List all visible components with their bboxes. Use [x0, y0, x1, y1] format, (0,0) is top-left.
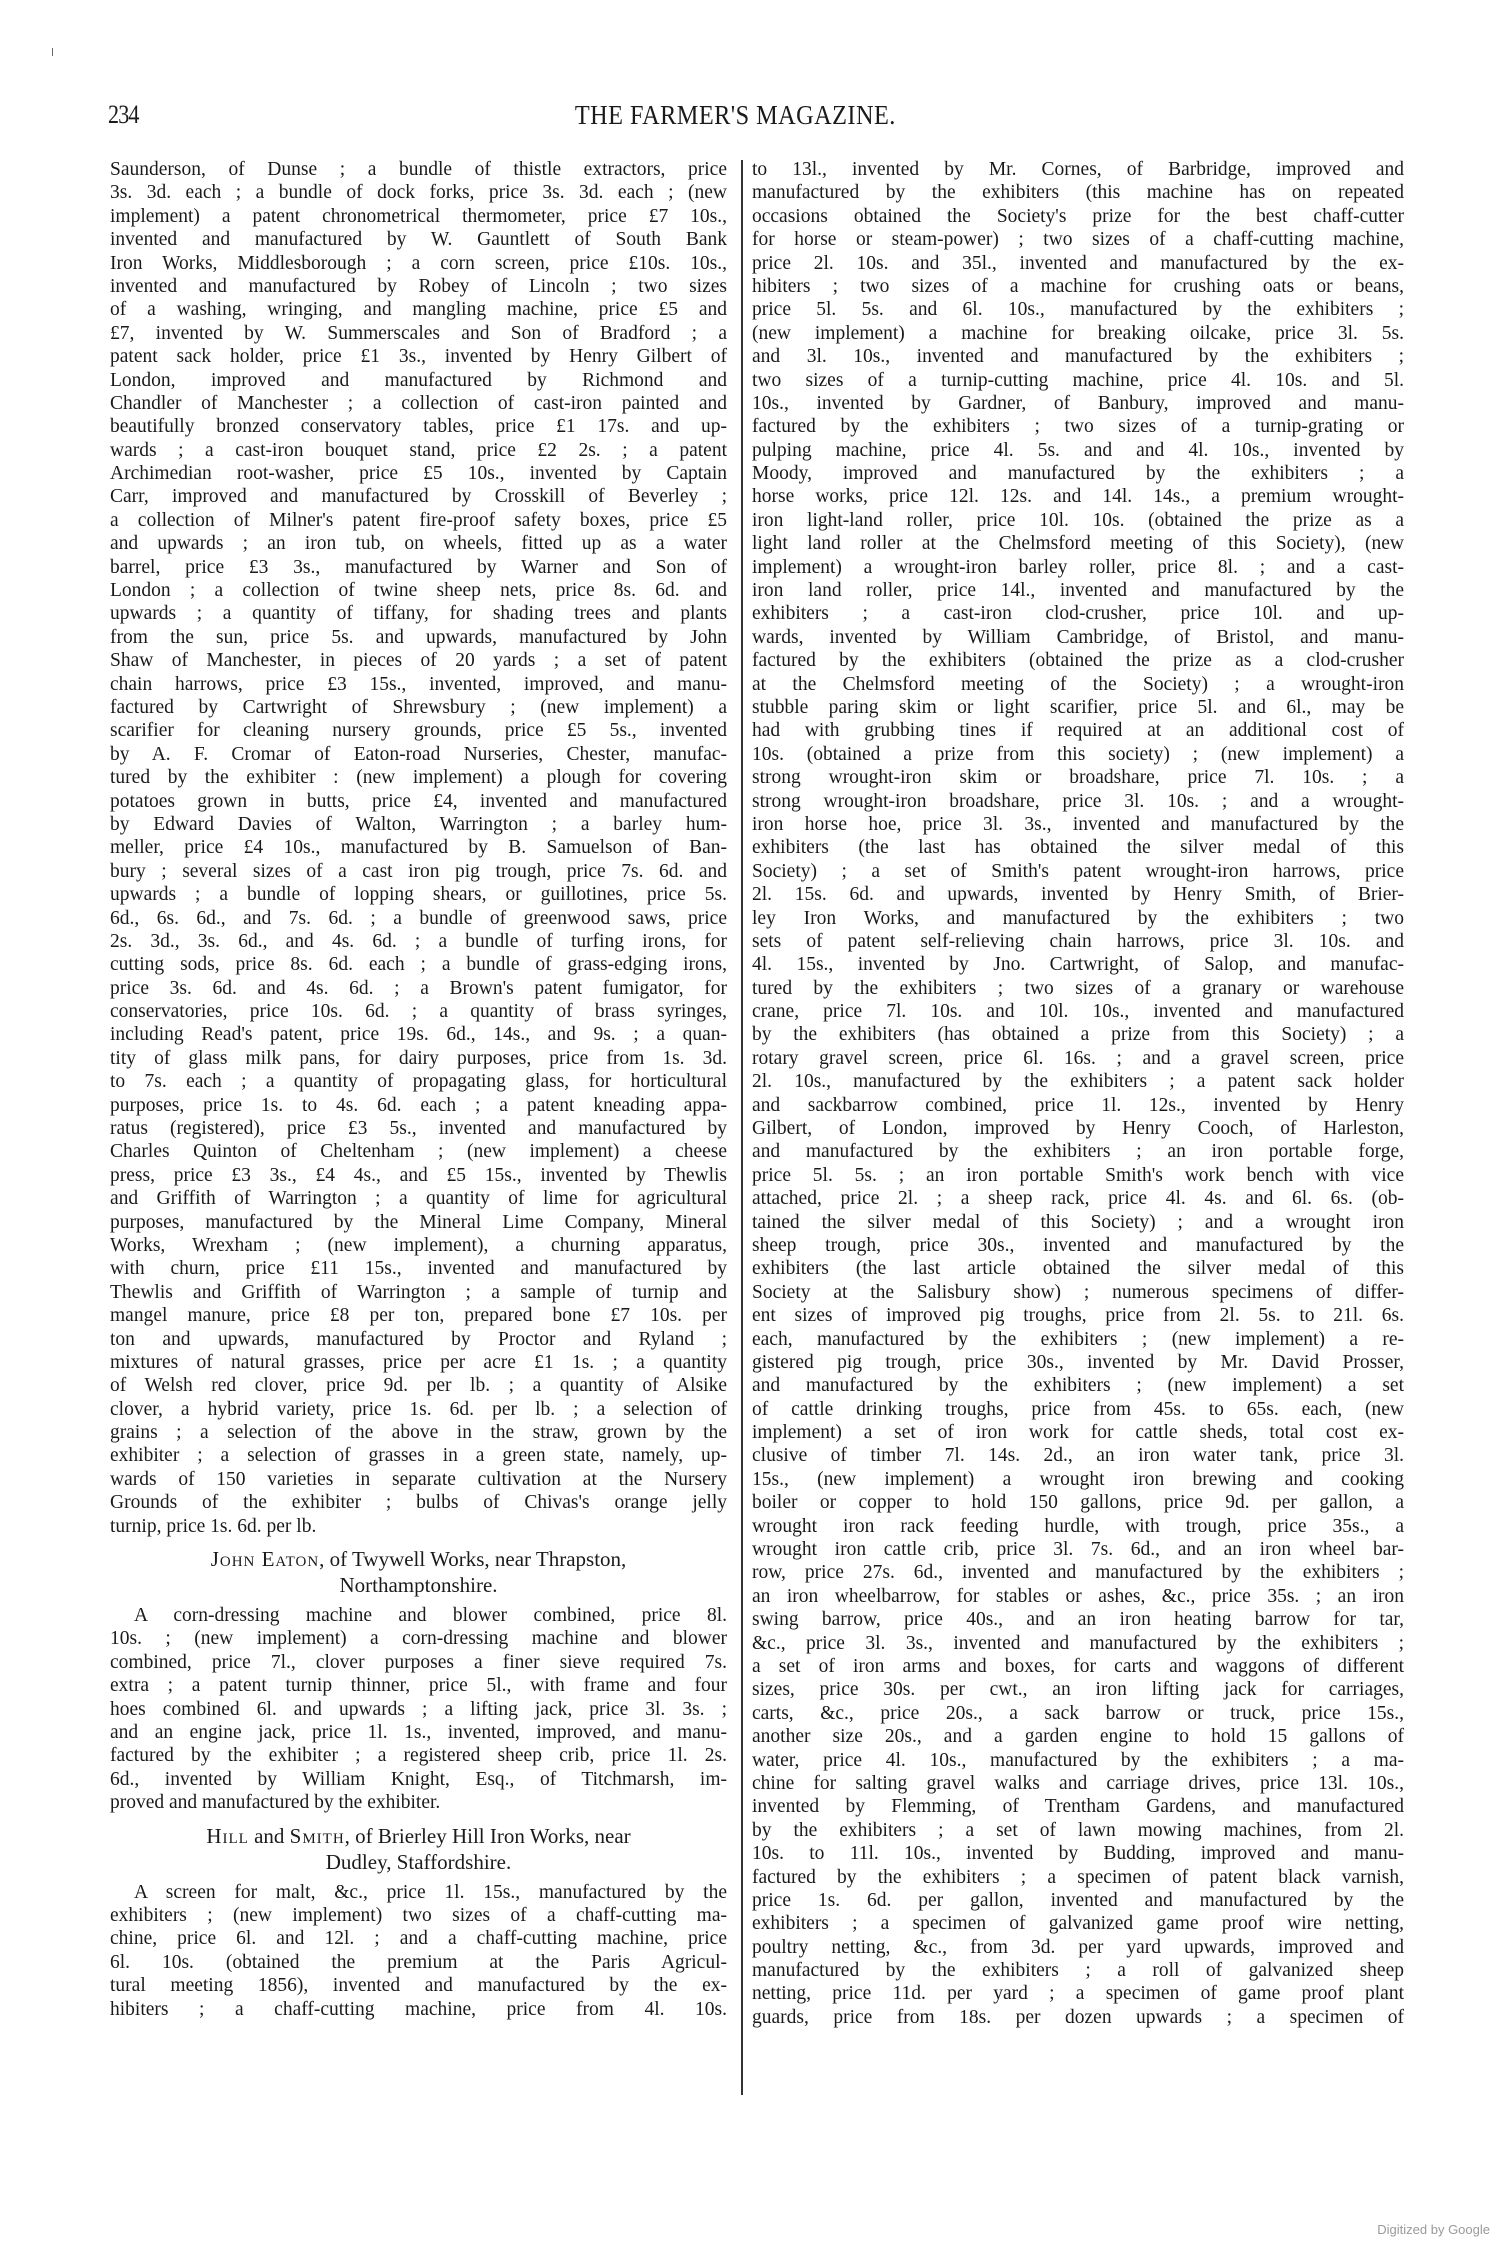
text-line: another size 20s., and a garden engine to hold 15 gallons of	[752, 1726, 1404, 1748]
text-line: price 1s. 6d. per gallon, invented and manufactured by the	[752, 1889, 1404, 1911]
text-line: implement) a wrought-iron barley roller, price 8l. ; and a cast-	[752, 556, 1404, 578]
text-line: poultry netting, &c., from 3d. per yard upwards, improved and	[752, 1936, 1404, 1958]
text-line: of a washing, wringing, and mangling machine, price £5 and	[110, 299, 727, 321]
exhibitor-county: Northamptonshire.	[339, 1573, 498, 1598]
text-line: proved and manufactured by the exhibiter.	[110, 1792, 441, 1814]
text-line: with churn, price £11 15s., invented and manufactured by	[110, 1258, 727, 1280]
text-line: Society at the Salisbury show) ; numerous specimens of differ-	[752, 1281, 1404, 1303]
text-line: invented by Flemming, of Trentham Gardens, and manufactured	[752, 1796, 1404, 1818]
text-line: clover, a hybrid variety, price 1s. 6d. per lb. ; a selection of	[110, 1398, 727, 1420]
text-line: and 3l. 10s., invented and manufactured by the exhibiters ;	[752, 346, 1404, 368]
text-line: of cattle drinking troughs, price from 45s. to 65s. each, (new	[752, 1398, 1404, 1420]
text-line: and an engine jack, price 1l. 1s., invented, improved, and manu-	[110, 1722, 727, 1743]
text-line: Works, Wrexham ; (new implement), a churning apparatus,	[110, 1234, 727, 1256]
text-line: by the exhibiters (has obtained a prize from this Society) ; a	[752, 1024, 1404, 1046]
exhibitor-name: Smith	[289, 1823, 345, 1848]
text-line: a collection of Milner's patent fire-proof safety boxes, price £5	[110, 509, 727, 531]
text-line: mixtures of natural grasses, price per acre £1 1s. ; a quantity	[110, 1351, 727, 1373]
text-line: A corn-dressing machine and blower combined, price 8l.	[134, 1605, 727, 1627]
text-line: price 5l. 5s. and 6l. 10s., manufactured by the exhibiters ;	[752, 299, 1404, 321]
text-line: 10s. (obtained a prize from this society) ; (new implement) a	[752, 743, 1404, 765]
text-line: 6l. 10s. (obtained the premium at the Paris Agricul-	[110, 1951, 727, 1973]
text-line: attached, price 2l. ; a sheep rack, price 4l. 4s. and 6l. 6s. (ob-	[752, 1188, 1404, 1210]
left-column	[110, 158, 727, 2021]
text-line: combined, price 7l., clover purposes a finer sieve required 7s.	[110, 1651, 727, 1673]
heading-conjunction: and	[248, 1823, 290, 1848]
text-line: at the Chelmsford meeting of the Society) ; a wrought-iron	[752, 673, 1404, 695]
text-line: bury ; several sizes of a cast iron pig trough, price 7s. 6d. and	[110, 860, 727, 882]
section-heading-john-eaton	[110, 1546, 727, 1598]
exhibitor-name: John Eaton	[210, 1547, 320, 1572]
text-line: exhibiters ; (new implement) two sizes of a chaff-cutting ma-	[110, 1904, 727, 1926]
running-title-text: THE FARMER'S MAGAZINE.	[574, 100, 896, 130]
text-line: upwards ; a quantity of tiffany, for shading trees and plants	[110, 603, 727, 625]
text-line: chine, price 6l. and 12l. ; and a chaff-cutting machine, price	[110, 1928, 727, 1950]
text-line: boiler or copper to hold 150 gallons, price 9d. per gallon, a	[752, 1492, 1404, 1514]
text-line: (new implement) a machine for breaking oilcake, price 3l. 5s.	[752, 322, 1404, 344]
text-line: strong wrought-iron broadshare, price 3l. 10s. ; and a wrought-	[752, 790, 1404, 812]
text-line: factured by the exhibiters ; a specimen of patent black varnish,	[752, 1866, 1404, 1888]
text-line: exhibiters (the last has obtained the silver medal of this	[752, 837, 1404, 859]
column-divider	[741, 160, 743, 2095]
text-line: and sackbarrow combined, price 1l. 12s., invented by Henry	[752, 1094, 1404, 1116]
text-line: implement) a set of iron work for cattle sheds, total cost ex-	[752, 1422, 1404, 1444]
john-eaton-entries	[110, 1604, 727, 1815]
text-line: and upwards ; an iron tub, on wheels, fitted up as a water	[110, 533, 727, 555]
text-line: 15s., (new implement) a wrought iron brewing and cooking	[752, 1468, 1404, 1490]
text-line: tured by the exhibiter : (new implement) a plough for covering	[110, 767, 727, 789]
text-line: mangel manure, price £8 per ton, prepared bone £7 10s. per	[110, 1305, 727, 1327]
text-line: extra ; a patent turnip thinner, price 5l., with frame and four	[110, 1675, 727, 1697]
text-line: Shaw of Manchester, in pieces of 20 yards ; a set of patent	[110, 650, 727, 672]
text-line: A screen for malt, &c., price 1l. 15s., manufactured by the	[134, 1881, 727, 1903]
text-line: exhibiters (the last article obtained the silver medal of this	[752, 1258, 1404, 1280]
text-line: 2l. 10s., manufactured by the exhibiters ; a patent sack holder	[752, 1071, 1404, 1093]
text-line: purposes, manufactured by the Mineral Lime Company, Mineral	[110, 1211, 727, 1233]
text-line: Carr, improved and manufactured by Crosskill of Beverley ;	[110, 486, 727, 508]
text-line: including Read's patent, price 19s. 6d., 14s., and 9s. ; a quan-	[110, 1024, 727, 1046]
text-line: 2s. 3d., 3s. 6d., and 4s. 6d. ; a bundle of turfing irons, for	[110, 930, 727, 952]
text-line: clusive of timber 7l. 14s. 2d., an iron water tank, price 3l.	[752, 1445, 1404, 1467]
text-line: Gilbert, of London, improved by Henry Cooch, of Harleston,	[752, 1118, 1404, 1140]
text-line: an iron wheelbarrow, for stables or ashes, &c., price 35s. ; an iron	[752, 1585, 1404, 1607]
text-line: hoes combined 6l. and upwards ; a lifting jack, price 3l. 3s. ;	[110, 1698, 727, 1720]
text-line: &c., price 3l. 3s., invented and manufactured by the exhibiters ;	[752, 1632, 1404, 1654]
text-line: implement) a patent chronometrical thermometer, price £7 10s.,	[110, 205, 727, 227]
text-line: occasions obtained the Society's prize for the best chaff-cutter	[752, 205, 1404, 227]
right-text-block	[752, 158, 1404, 2029]
text-line: iron horse hoe, price 3l. 3s., invented and manufactured by the	[752, 813, 1404, 835]
text-line: wards, invented by William Cambridge, of Bristol, and manu-	[752, 626, 1404, 648]
text-line: guards, price from 18s. per dozen upwards ; a specimen of	[752, 2006, 1404, 2028]
text-line: tured by the exhibiters ; two sizes of a granary or warehouse	[752, 977, 1404, 999]
text-line: potatoes grown in butts, price £4, invented and manufactured	[110, 790, 727, 812]
text-line: crane, price 7l. 10s. and 10l. 10s., invented and manufactured	[752, 1001, 1404, 1023]
text-line: and Griffith of Warrington ; a quantity of lime for agricultural	[110, 1188, 727, 1210]
text-line: iron land roller, price 14l., invented and manufactured by the	[752, 580, 1404, 602]
text-line: cutting sods, price 8s. 6d. each ; a bundle of grass-edging irons,	[110, 954, 727, 976]
text-line: meller, price £4 10s., manufactured by B. Samuelson of Ban-	[110, 837, 727, 859]
text-line: wrought iron rack feeding hurdle, with trough, price 35s., a	[752, 1515, 1404, 1537]
text-line: gistered pig trough, price 30s., invented by Mr. David Prosser,	[752, 1351, 1404, 1373]
text-line: rotary gravel screen, price 6l. 16s. ; and a gravel screen, price	[752, 1047, 1404, 1069]
text-line: sheep trough, price 30s., invented and manufactured by the	[752, 1234, 1404, 1256]
text-line: pulping machine, price 4l. 5s. and and 4l. 10s., invented by	[752, 439, 1404, 461]
section-heading-hill-and-smith	[110, 1823, 727, 1875]
text-line: purposes, price 1s. to 4s. 6d. each ; a patent kneading appa-	[110, 1094, 727, 1116]
text-line: 10s. ; (new implement) a corn-dressing machine and blower	[110, 1628, 727, 1650]
text-line: Grounds of the exhibiter ; bulbs of Chivas's orange jelly	[110, 1492, 727, 1514]
text-line: for horse or steam-power) ; two sizes of a chaff-cutting machine,	[752, 229, 1404, 251]
text-line: factured by Cartwright of Shrewsbury ; (new implement) a	[110, 696, 727, 718]
text-line: price 3s. 6d. and 4s. 6d. ; a Brown's patent fumigator, for	[110, 977, 727, 999]
text-line: horse works, price 12l. 12s. and 14l. 14s., a premium wrought-	[752, 486, 1404, 508]
text-line: ton and upwards, manufactured by Proctor and Ryland ;	[110, 1328, 727, 1350]
text-line: from the sun, price 5s. and upwards, manufactured by John	[110, 626, 727, 648]
text-line: London ; a collection of twine sheep nets, price 8s. 6d. and	[110, 580, 727, 602]
running-title	[0, 100, 1470, 131]
text-line: had with grubbing tines if required at an additional cost of	[752, 720, 1404, 742]
text-line: Charles Quinton of Cheltenham ; (new implement) a cheese	[110, 1141, 727, 1163]
text-line: water, price 4l. 10s., manufactured by the exhibiters ; a ma-	[752, 1749, 1404, 1771]
text-line: Thewlis and Griffith of Warrington ; a sample of turnip and	[110, 1281, 727, 1303]
text-line: price 5l. 5s. ; an iron portable Smith's work bench with vice	[752, 1164, 1404, 1186]
text-line: 6d., 6s. 6d., and 7s. 6d. ; a bundle of greenwood saws, price	[110, 907, 727, 929]
text-line: manufactured by the exhibiters ; a roll of galvanized sheep	[752, 1960, 1404, 1982]
text-line: £7, invented by W. Summerscales and Son of Bradford ; a	[110, 322, 727, 344]
text-line: light land roller at the Chelmsford meeting of this Society), (new	[752, 533, 1404, 555]
text-line: factured by the exhibiters ; two sizes of a turnip-grating or	[752, 416, 1404, 438]
text-line: turnip, price 1s. 6d. per lb.	[110, 1515, 317, 1537]
text-line: exhibiter ; a selection of grasses in a green state, namely, up-	[110, 1445, 727, 1467]
digitized-watermark: Digitized by Google	[1377, 2222, 1490, 2237]
text-line: to 13l., invented by Mr. Cornes, of Barbridge, improved and	[752, 159, 1404, 180]
text-line: each, manufactured by the exhibiters ; (new implement) a re-	[752, 1328, 1404, 1350]
page-number: 234	[108, 100, 139, 129]
text-line: patent sack holder, price £1 3s., invented by Henry Gilbert of	[110, 346, 727, 368]
text-line: press, price £3 3s., £4 4s., and £5 15s., invented by Thewlis	[110, 1164, 727, 1186]
text-line: a set of iron arms and boxes, for carts and waggons of different	[752, 1656, 1404, 1677]
text-line: ent sizes of improved pig troughs, price from 2l. 5s. to 21l. 6s.	[752, 1305, 1404, 1327]
text-line: exhibiters ; a specimen of galvanized game proof wire netting,	[752, 1913, 1404, 1935]
text-line: exhibiters ; a cast-iron clod-crusher, price 10l. and up-	[752, 603, 1404, 625]
text-line: barrel, price £3 3s., manufactured by Warner and Son of	[110, 556, 727, 578]
text-line: price 2l. 10s. and 35l., invented and manufactured by the ex-	[752, 252, 1404, 274]
text-line: of Welsh red clover, price 9d. per lb. ; a quantity of Alsike	[110, 1375, 727, 1397]
text-line: factured by the exhibiters (obtained the prize as a clod-crusher	[752, 650, 1404, 672]
text-line: chine for salting gravel walks and carriage drives, price 13l. 10s.,	[752, 1772, 1404, 1794]
text-line: 10s., invented by Gardner, of Banbury, improved and manu-	[752, 392, 1404, 414]
text-line: 6d., invented by William Knight, Esq., of Titchmarsh, im-	[110, 1768, 727, 1790]
text-line: stubble paring skim or light scarifier, price 5l. and 6l., may be	[752, 696, 1404, 718]
text-line: grains ; a selection of the above in the straw, grown by the	[110, 1422, 727, 1444]
text-line: tained the silver medal of this Society) ; and a wrought iron	[752, 1211, 1404, 1233]
text-line: scarifier for cleaning nursery grounds, price £5 5s., invented	[110, 720, 727, 742]
text-line: to 7s. each ; a quantity of propagating glass, for horticultural	[110, 1071, 727, 1093]
scan-speck	[52, 48, 53, 56]
left-text-block	[110, 158, 727, 1538]
text-line: upwards ; a bundle of lopping shears, or guillotines, price 5s.	[110, 884, 727, 906]
text-line: Moody, improved and manufactured by the exhibiters ; a	[752, 463, 1404, 485]
text-line: tural meeting 1856), invented and manufactured by the ex-	[110, 1975, 727, 1997]
text-line: Iron Works, Middlesborough ; a corn screen, price £10s. 10s.,	[110, 252, 727, 274]
text-line: wrought iron cattle crib, price 3l. 7s. 6d., and an iron wheel bar-	[752, 1539, 1404, 1561]
text-line: conservatories, price 10s. 6d. ; a quantity of brass syringes,	[110, 1001, 727, 1023]
text-line: carts, &c., price 20s., a sack barrow or truck, price 15s.,	[752, 1702, 1404, 1724]
text-line: sets of patent self-relieving chain harrows, price 3l. 10s. and	[752, 930, 1404, 952]
text-line: London, improved and manufactured by Richmond and	[110, 369, 727, 391]
text-line: chain harrows, price £3 15s., invented, improved, and manu-	[110, 673, 727, 695]
text-line: beautifully bronzed conservatory tables, price £1 17s. and up-	[110, 416, 727, 438]
right-column	[752, 158, 1404, 2029]
text-line: Society) ; a set of Smith's patent wrought-iron harrows, price	[752, 860, 1404, 882]
text-line: invented and manufactured by Robey of Lincoln ; two sizes	[110, 275, 727, 297]
text-line: ley Iron Works, and manufactured by the exhibiters ; two	[752, 907, 1404, 929]
exhibitor-county: Dudley, Staffordshire.	[325, 1849, 512, 1874]
text-line: 10s. to 11l. 10s., invented by Budding, improved and manu-	[752, 1843, 1404, 1865]
text-line: Archimedian root-washer, price £5 10s., invented by Captain	[110, 463, 727, 485]
text-line: wards ; a cast-iron bouquet stand, price £2 2s. ; a patent	[110, 439, 727, 461]
text-line: sizes, price 30s. per cwt., an iron lifting jack for carriages,	[752, 1679, 1404, 1701]
text-line: two sizes of a turnip-cutting machine, price 4l. 10s. and 5l.	[752, 369, 1404, 391]
text-line: by Edward Davies of Walton, Warrington ; a barley hum-	[110, 813, 727, 835]
text-line: 2l. 15s. 6d. and upwards, invented by Henry Smith, of Brier-	[752, 884, 1404, 906]
text-line: by A. F. Cromar of Eaton-road Nurseries, Chester, manufac-	[110, 743, 727, 765]
exhibitor-location: , of Twywell Works, near Thrapston,	[319, 1547, 627, 1572]
text-line: Saunderson, of Dunse ; a bundle of thistle extractors, price	[110, 159, 727, 180]
text-line: by the exhibiters ; a set of lawn mowing machines, from 2l.	[752, 1819, 1404, 1841]
text-line: hibiters ; a chaff-cutting machine, price from 4l. 10s.	[110, 1998, 727, 2020]
text-line: wards of 150 varieties in separate cultivation at the Nursery	[110, 1468, 727, 1490]
text-line: manufactured by the exhibiters (this machine has on repeated	[752, 182, 1404, 204]
hill-and-smith-entries	[110, 1881, 727, 2021]
text-line: factured by the exhibiter ; a registered sheep crib, price 1l. 2s.	[110, 1745, 727, 1767]
text-line: tity of glass milk pans, for dairy purposes, price from 1s. 3d.	[110, 1047, 727, 1069]
text-line: 4l. 15s., invented by Jno. Cartwright, of Salop, and manufac-	[752, 954, 1404, 976]
text-line: invented and manufactured by W. Gauntlett of South Bank	[110, 229, 727, 251]
text-line: and manufactured by the exhibiters ; (new implement) a set	[752, 1375, 1404, 1397]
text-line: ratus (registered), price £3 5s., invented and manufactured by	[110, 1118, 727, 1140]
text-line: swing barrow, price 40s., and an iron heating barrow for tar,	[752, 1609, 1404, 1631]
text-line: row, price 27s. 6d., invented and manufactured by the exhibiters ;	[752, 1562, 1404, 1584]
text-line: iron light-land roller, price 10l. 10s. (obtained the prize as a	[752, 509, 1404, 531]
text-line: Chandler of Manchester ; a collection of cast-iron painted and	[110, 392, 727, 414]
text-line: and manufactured by the exhibiters ; an iron portable forge,	[752, 1141, 1404, 1163]
exhibitor-name: Hill	[206, 1823, 249, 1848]
text-line: netting, price 11d. per yard ; a specimen of game proof plant	[752, 1983, 1404, 2005]
exhibitor-location: , of Brierley Hill Iron Works, near	[344, 1823, 631, 1848]
text-line: strong wrought-iron skim or broadshare, price 7l. 10s. ; a	[752, 767, 1404, 789]
text-line: hibiters ; two sizes of a machine for crushing oats or beans,	[752, 275, 1404, 297]
text-line: 3s. 3d. each ; a bundle of dock forks, price 3s. 3d. each ; (new	[110, 182, 727, 204]
